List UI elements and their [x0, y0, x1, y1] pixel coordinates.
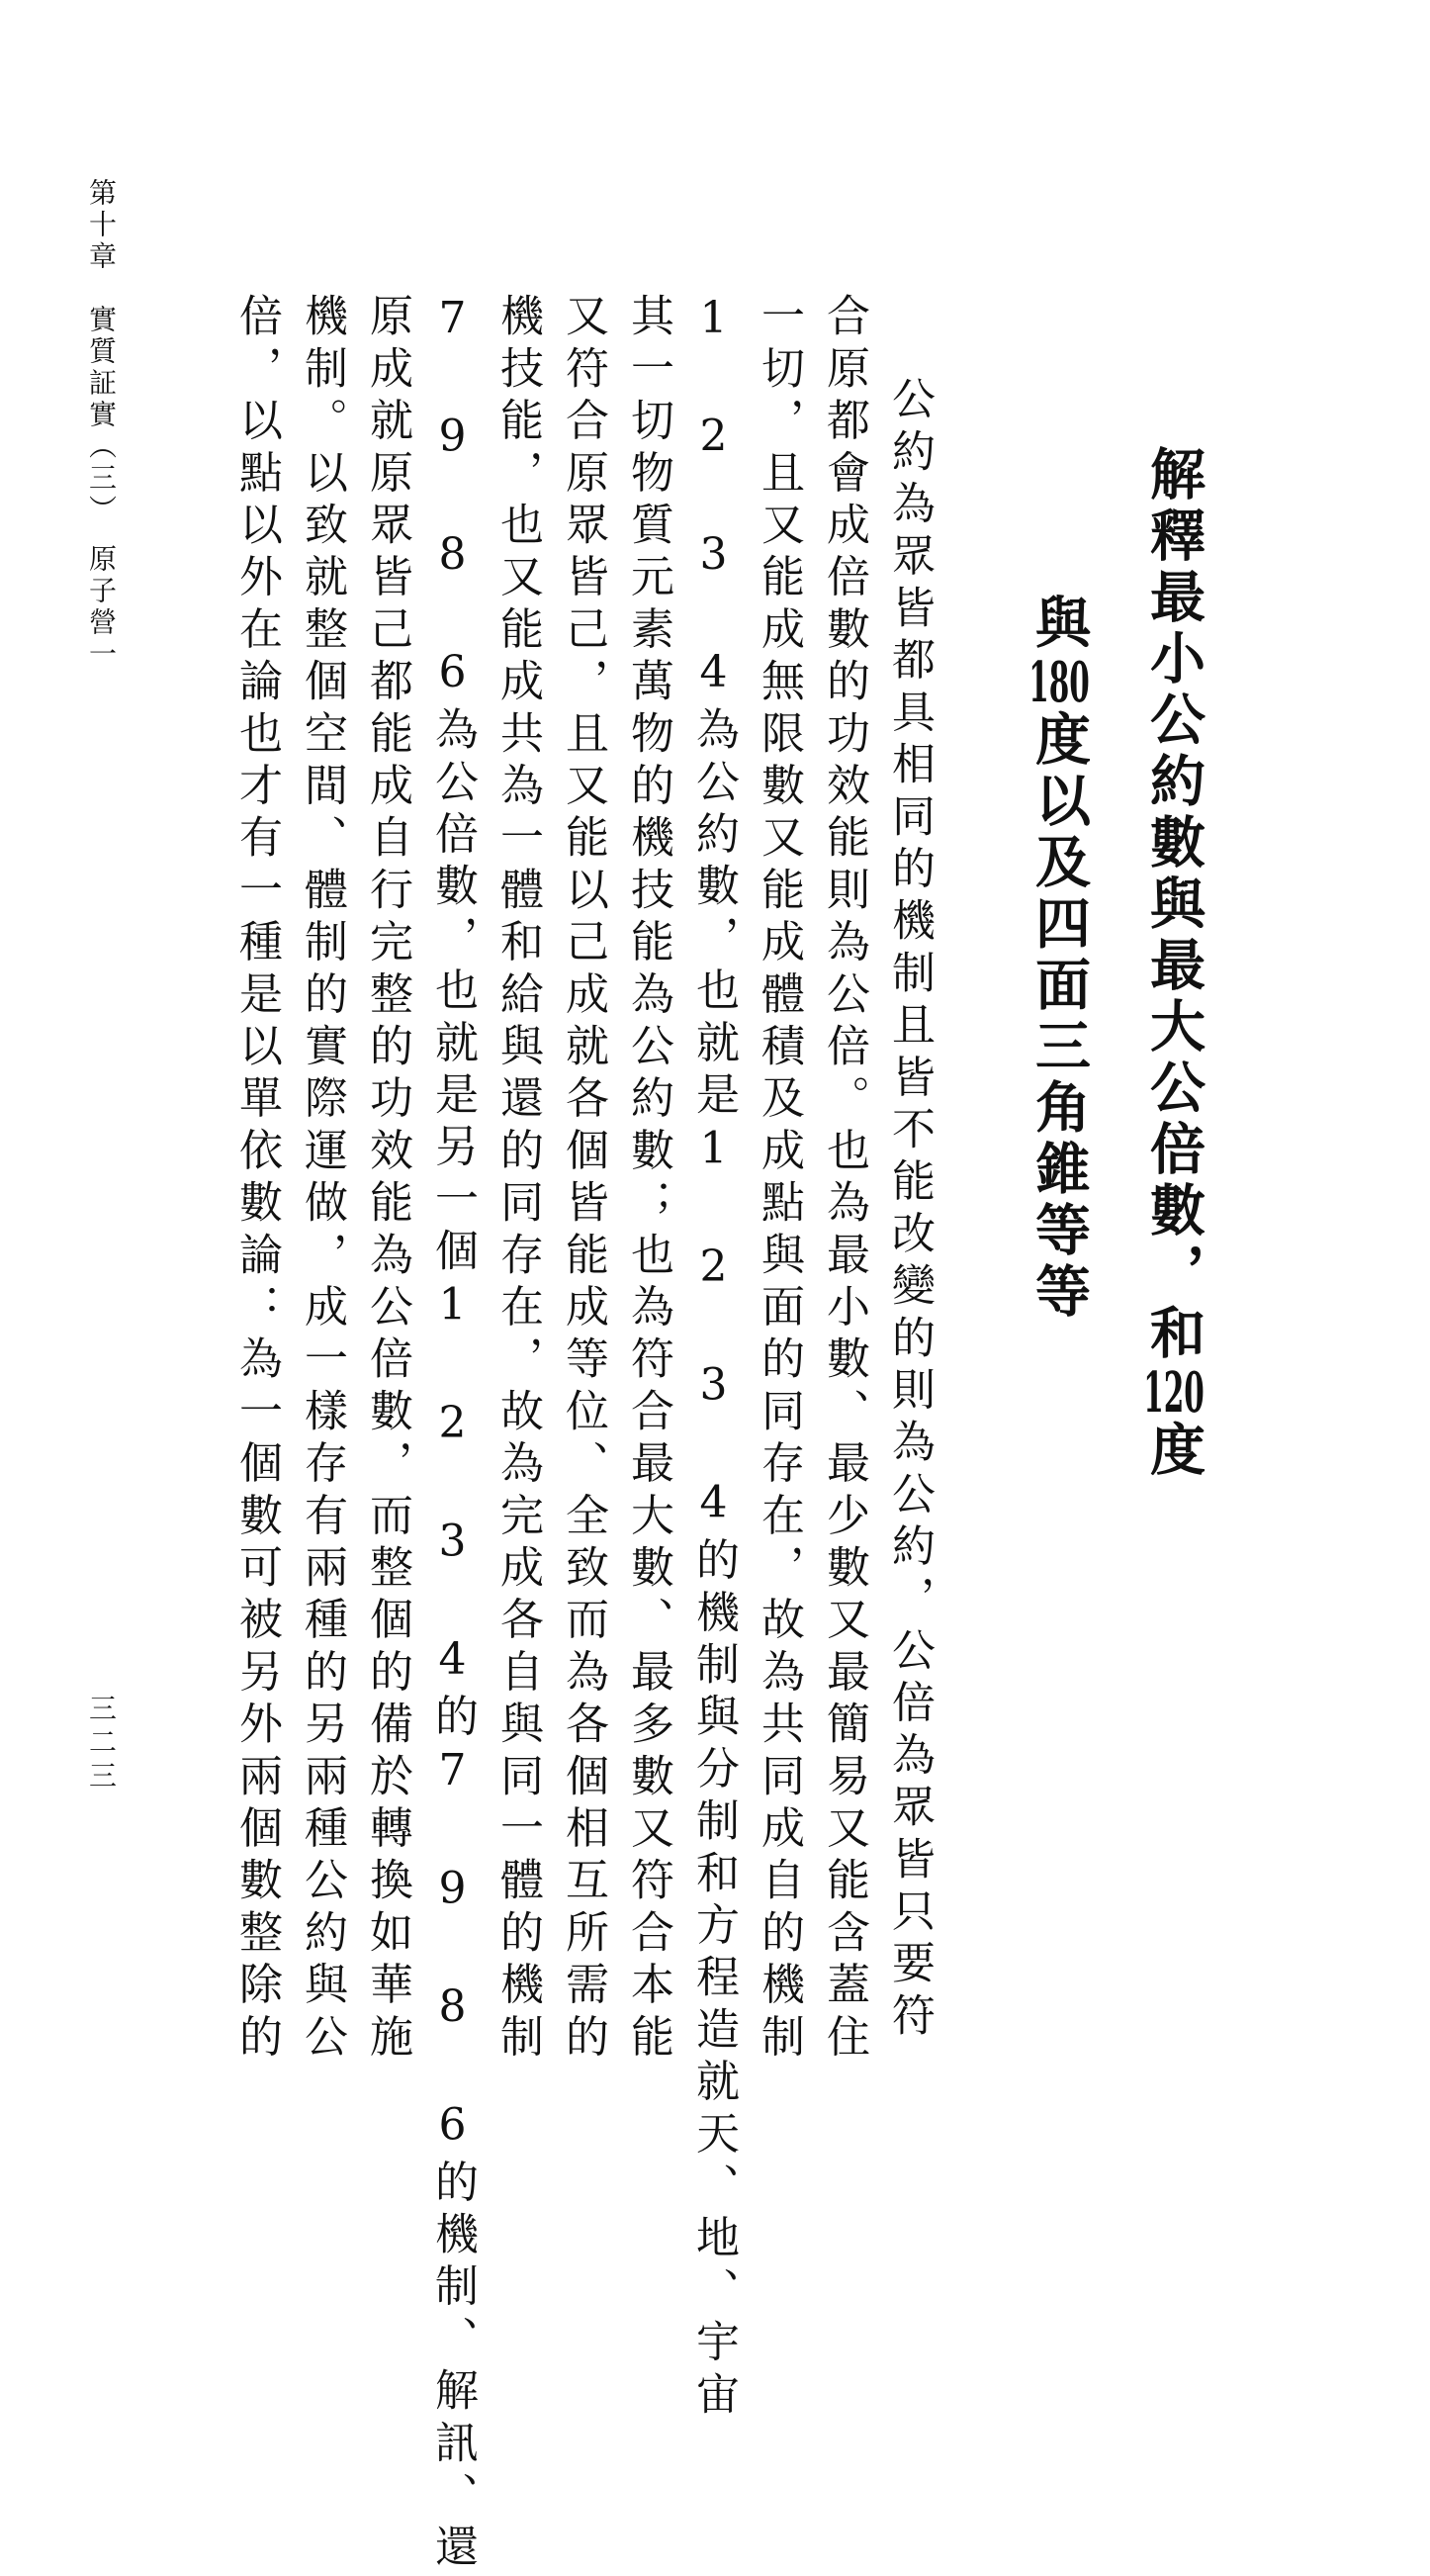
- title-line-2: [1027, 594, 1092, 1324]
- body-line-8: 7 9 8 6為公倍數，也就是另一個1 2 3 4的7 9 8 6的機制、解訊、還: [427, 293, 478, 2576]
- title-number-120: 120: [1143, 1365, 1205, 1421]
- body-line-2: 合原都會成倍數的功效能則為公倍。也為最小數、最少數又最簡易又能含蓋住: [819, 293, 869, 2066]
- body-line-4: 1 2 3 4為公約數，也就是1 2 3 4的機制與分制和方程造就天、地、宇宙: [688, 293, 739, 2424]
- title-line-2-end: 度以及四面三角錐等等: [1027, 710, 1092, 1324]
- body-line-11: 倍，以點以外在論也才有一種是以單依數論：為一個數可被另外兩個數整除的: [231, 293, 282, 2066]
- running-header: 第十章 實質証實（三） 原子營一: [85, 178, 118, 671]
- title-number-180: 180: [1028, 655, 1090, 710]
- body-line-5: 其一切物質元素萬物的機技能為公約數；也為符合最大數、最多數又符合本能: [623, 293, 673, 2066]
- body-line-10: 機制。以致就整個空間、體制的實際運做，成一樣存有兩種的另兩種公約與公: [297, 293, 347, 2066]
- body-line-1: 公約為眾皆都具相同的機制且皆不能改變的則為公約，公倍為眾皆只要符: [884, 376, 935, 2045]
- body-line-3: 一切，且又能成無限數又能成體積及成點與面的同存在，故為共同成自的機制: [754, 293, 804, 2066]
- body-line-6: 又符合原眾皆己，且又能以己成就各個皆能成等位、全致而為各個相互所需的: [558, 293, 608, 2066]
- title-line-1-text: 解釋最小公約數與最大公倍數，和: [1141, 445, 1207, 1365]
- title-line-1-end: 度: [1141, 1421, 1207, 1482]
- page-number: 三二三: [85, 1694, 118, 1794]
- title-line-1: [1141, 445, 1207, 1482]
- body-line-7: 機技能，也又能成共為一體和給與還的同存在，故為完成各自與同一體的機制: [492, 293, 543, 2066]
- body-line-9: 原成就原眾皆己都能成自行完整的功效能為公倍數，而整個的備於轉換如華施: [362, 293, 412, 2066]
- title-line-2-start: 與: [1027, 594, 1092, 655]
